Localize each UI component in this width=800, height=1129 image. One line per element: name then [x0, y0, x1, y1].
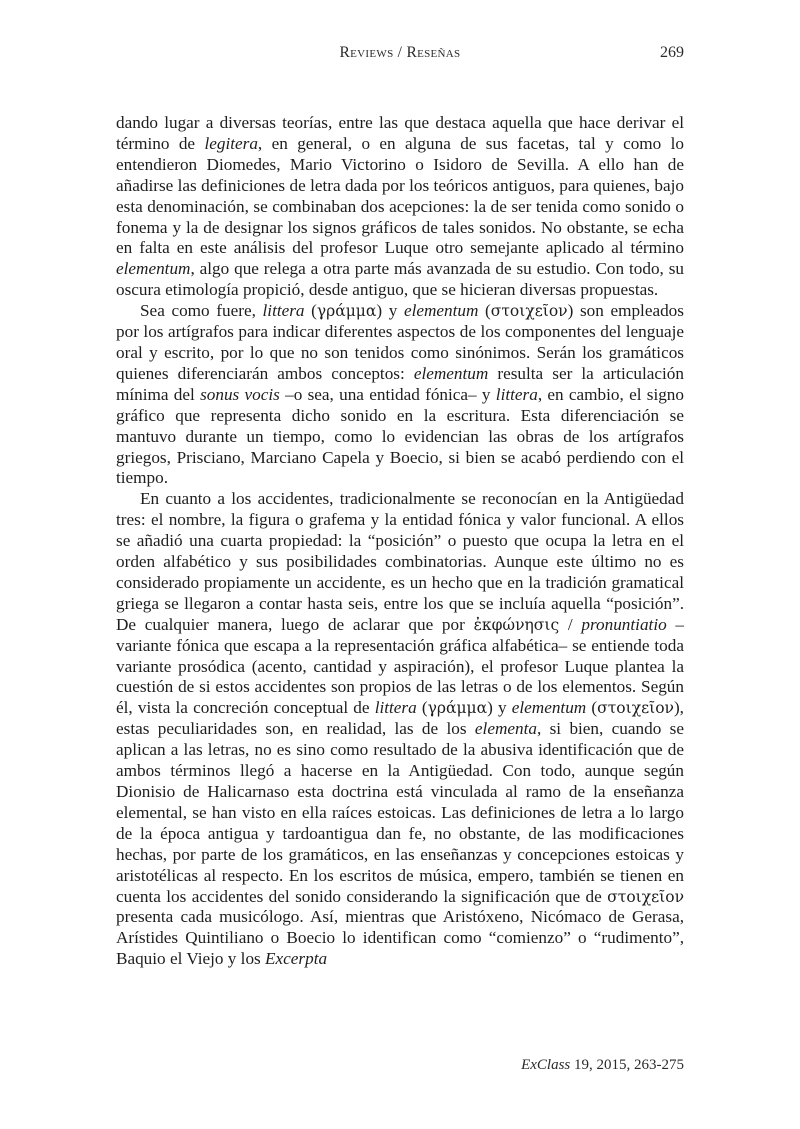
- text-run: Sea como fuere,: [140, 301, 263, 321]
- text-run: ), estas peculiaridades son, en realidad, las de los: [116, 698, 684, 739]
- text-run: ) y: [376, 301, 404, 321]
- italic-term: elementa: [474, 719, 537, 739]
- running-title: Reviews / Reseñas: [339, 44, 461, 61]
- journal-citation: 19, 2015, 263-275: [570, 1057, 684, 1073]
- text-run: (: [416, 698, 428, 718]
- greek-term: γράμμα: [316, 302, 377, 321]
- text-run: (: [478, 301, 491, 321]
- paragraph-2: [116, 301, 684, 489]
- italic-term: legitera: [204, 133, 258, 153]
- journal-name: ExClass: [521, 1057, 571, 1073]
- italic-term: sonus vocis: [200, 384, 280, 404]
- italic-term: elementum: [403, 301, 479, 321]
- italic-term: elementum: [511, 698, 587, 718]
- greek-term: στοιχεῖον: [607, 887, 684, 906]
- running-head: [116, 44, 684, 68]
- text-run: , en cambio, el signo gráfico que representa dicho sonido en la escritura. Esta diferenciación se mantuvo durante un tiempo, como lo evidencian las obras de los artígrafos griegos, Prisciano, Marciano Capela y Boecio, si bien se acabó perdiendo con el tiempo.: [116, 384, 684, 488]
- text-run: –variante fónica que escapa a la representación gráfica alfabética– se entiende toda variante prosódica (acento, cantidad y aspiración), el profesor Luque plantea la cuestión de si estos accidentes son propios de las letras o de los elementos. Según él, vista la concreción conceptual de: [116, 614, 685, 718]
- text-run: dando lugar a diversas teorías, entre las que destaca aquella que hace derivar el término de: [116, 113, 684, 153]
- text-run: ) son empleados por los artígrafos para indicar diferentes aspectos de los componentes del lenguaje oral y escrito, por lo que no son tenidos como sinónimos. Serán los gramáticos quienes diferenciarán ambos conceptos:: [116, 301, 684, 383]
- text-run: En cuanto a los accidentes, tradicionalmente se reconocían en la Antigüedad tres: el nombre, la figura o grafema y la entidad fónica y valor funcional. A ellos se añadió una cuarta propiedad: la “posición” o puesto que ocupa la letra en el orden alfabético y sus posibilidades combinatorias. Aunque este último no es considerado propiamente un accidente, es un hecho que en la tradición gramatical griega se llegaron a contar hasta seis, entre los que se incluía aquella “posición”. De cualquier manera, luego de aclarar que por: [116, 489, 684, 634]
- body-text: [116, 113, 684, 970]
- italic-term: pronuntiatio: [581, 614, 667, 634]
- greek-term: στοιχεῖον: [490, 302, 568, 321]
- page-number: 269: [660, 44, 684, 61]
- paragraph-1: [116, 113, 684, 301]
- greek-term: γράμμα: [427, 699, 488, 718]
- text-run: –o sea, una entidad fónica– y: [279, 384, 496, 404]
- text-run: (: [304, 301, 317, 321]
- italic-term: elementum: [116, 259, 191, 279]
- greek-term: ἐκφώνησις: [473, 615, 560, 634]
- text-run: ) y: [487, 698, 512, 718]
- italic-term: elementum: [413, 363, 489, 383]
- italic-term: littera: [374, 698, 417, 718]
- paragraph-3: [116, 489, 684, 970]
- greek-term: στοιχεῖον: [597, 699, 674, 718]
- text-run: resulta ser la articulación mínima del: [116, 363, 684, 404]
- italic-term: littera: [495, 384, 538, 404]
- text-run: presenta cada musicólogo. Así, mientras que Aristóxeno, Nicómaco de Gerasa, Arístides Quintiliano o Boecio lo identifican como “comienzo” o “rudimento”, Baquio el Viejo y los: [116, 907, 684, 969]
- text-run: , algo que relega a otra parte más avanzada de su estudio. Con todo, su oscura etimología propició, desde antiguo, que se hicieran diversas propuestas.: [116, 259, 684, 300]
- text-run: /: [559, 614, 582, 634]
- text-run: (: [586, 698, 598, 718]
- italic-term: littera: [262, 301, 305, 321]
- text-run: , si bien, cuando se aplican a las letras, no es sino como resultado de la abusiva identificación que de ambos términos llegó a hacerse en la Antigüedad. Con todo, aunque según Dionisio de Halicarnaso esta doctrina está vinculada al ramo de la enseñanza elemental, se han visto en ella raíces estoicas. Las definiciones de letra a lo largo de la época antigua y tardoantigua dan fe, no obstante, de las modificaciones hechas, por parte de los gramáticos, en las enseñanzas y concepciones estoicas y aristotélicas al respecto. En los escritos de música, empero, también se tienen en cuenta los accidentes del sonido considerando la significación que de: [116, 719, 684, 906]
- italic-term: Excerpta: [265, 949, 328, 969]
- page-footer: [521, 1057, 684, 1074]
- text-run: , en general, o en alguna de sus facetas, tal y como lo entendieron Diomedes, Mario Victorino o Isidoro de Sevilla. A ello han de añadirse las definiciones de letra dada por los teóricos antiguos, para quienes, bajo esta denominación, se combinaban dos acepciones: la de ser tenida como sonido o fonema y la de designar los signos gráficos de tales sonidos. No obstante, se echa en falta en este análisis del profesor Luque otro semejante aplicado al término: [116, 133, 684, 258]
